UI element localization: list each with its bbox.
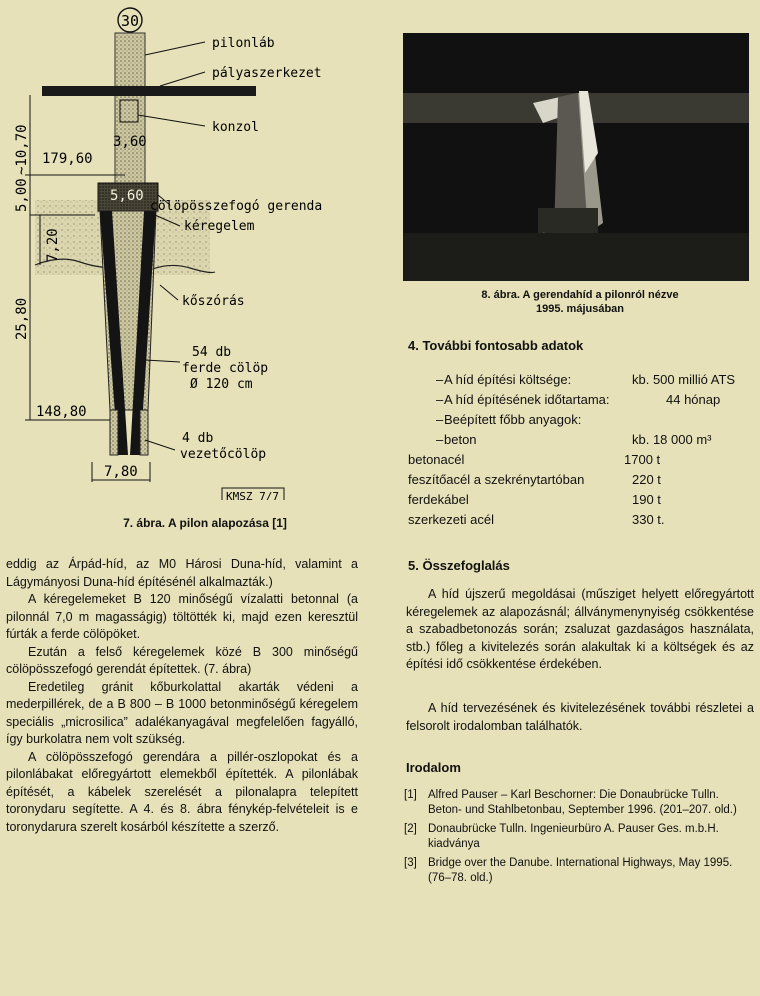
row-label: Beépített főbb anyagok: xyxy=(444,412,582,427)
dim-560: 5,60 xyxy=(110,188,144,204)
figure-7-caption: 7. ábra. A pilon alapozása [1] xyxy=(123,516,287,530)
leader-pilonlab xyxy=(145,42,205,55)
reference-number: [1] xyxy=(404,789,417,801)
dim-17960: 179,60 xyxy=(42,151,93,167)
row-value: 220 t xyxy=(632,472,661,487)
reference-number: [3] xyxy=(404,857,417,869)
label-keregelem: kéregelem xyxy=(184,219,255,234)
row-label: szerkezeti acél xyxy=(408,512,494,527)
data-row xyxy=(408,370,758,390)
figure-8-caption-line2: 1995. májusában xyxy=(535,303,625,315)
row-value: kb. 500 millió ATS xyxy=(632,372,736,387)
row-label: beton xyxy=(444,432,477,447)
label-pilonlab: pilonláb xyxy=(212,36,275,51)
figure-8-caption-line1: 8. ábra. A gerendahíd a pilonról nézve xyxy=(481,289,679,301)
guide-pile-2 xyxy=(140,410,148,455)
guide-pile-1 xyxy=(110,410,118,455)
leader-vezeto xyxy=(145,440,175,450)
section-5-paragraph-2: A híd tervezésének és kivitelezésének további részletei a felsorolt irodalomban találhatók. xyxy=(406,701,754,733)
label-ferde-2: ferde cölöp xyxy=(182,361,269,376)
dim-14880: 148,80 xyxy=(36,404,87,420)
data-row xyxy=(408,490,758,510)
row-value: 44 hónap xyxy=(666,392,721,407)
row-label: feszítőacél a szekrénytartóban xyxy=(408,472,585,487)
label-colop-gerenda: cölöpösszefogó gerenda xyxy=(150,199,323,214)
data-row xyxy=(408,430,758,450)
dim-1070: ~10,70 xyxy=(14,124,30,175)
label-konzol: konzol xyxy=(212,120,259,135)
left-paragraph-2: Ezután a felső kéregelemek közé B 300 minőségű cölöpösszefogó gerendát építettek. (7. ábra) xyxy=(6,644,358,676)
data-row xyxy=(408,410,758,430)
label-vezeto-2: vezetőcölöp xyxy=(180,447,267,462)
row-value: 330 t. xyxy=(632,512,665,527)
data-table xyxy=(408,370,758,530)
left-paragraph-0: eddig az Árpád-híd, az M0 Hárosi Duna-híd, valamint a Lágymányosi Duna-híd építésénél alkalmazták.) xyxy=(6,557,358,589)
label-ferde-1: 54 db xyxy=(192,345,232,360)
left-paragraph-4: A cölöpösszefogó gerendára a pillér-oszlopokat és a pilonlábakat előregyártott elemekből építették. A pilonlábak építését, a kábelek szerelését a pilonalapra telepített toronydaru segítette. A 4. és 8. ábra fénykép-felvételeit is e toronydarura szerelt kosárból készítette a szerző. xyxy=(6,749,358,834)
label-vezeto-1: 4 db xyxy=(182,431,214,446)
row-label: ferdekábel xyxy=(408,492,469,507)
section-5-paragraph-1: A híd újszerű megoldásai (műsziget helyett előregyártott kéregelemek az alapozásnál; állványmenynyiség csökkentése a szabadbetonozás során; zsaluzat gazdaságos használata, stb.) főleg a kivitelezés során alakultak ki a költségek és az építési idő csökkentése érdekében. xyxy=(406,587,754,671)
pylon-foundation-svg xyxy=(0,0,390,500)
reference-item xyxy=(404,856,754,885)
label-ferde-3: Ø 120 cm xyxy=(190,377,253,392)
figure-7-drawing xyxy=(0,0,390,500)
label-palyaszerkezet: pályaszerkezet xyxy=(212,66,322,81)
row-dash: – xyxy=(436,372,444,387)
leader-koszoras xyxy=(160,285,178,300)
row-dash: – xyxy=(436,412,444,427)
section-4-title: 4. További fontosabb adatok xyxy=(408,338,584,353)
left-paragraph-1: A kéregelemeket B 120 minőségű vízalatti betonnal (a pilonnál 7,0 m magasságig) töltötték ki, majd ezen keresztül fúrták a ferde cölöpöket. xyxy=(6,592,358,641)
row-label: betonacél xyxy=(408,452,465,467)
row-label: A híd építési költsége: xyxy=(444,372,572,387)
data-row xyxy=(408,510,758,530)
dim-360: 3,60 xyxy=(113,134,147,150)
data-row xyxy=(408,390,758,410)
references-title: Irodalom xyxy=(406,760,461,775)
reference-item xyxy=(404,822,754,851)
label-koszoras: kőszórás xyxy=(182,294,245,309)
dim-720: 7,20 xyxy=(45,228,61,262)
stamp-text: KMSZ 7/7 xyxy=(226,490,279,500)
reference-text: Alfred Pauser – Karl Beschorner: Die Donaubrücke Tulln. Beton- und Stahlbetonbau, September 1996. (201–207. old.) xyxy=(428,789,737,816)
row-label: A híd építésének időtartama: xyxy=(444,392,610,407)
dim-780: 7,80 xyxy=(104,464,138,480)
row-dash: – xyxy=(436,392,444,407)
row-value: kb. 18 000 m³ xyxy=(632,432,712,447)
left-paragraph-3: Eredetileg gránit kőburkolattal akarták védeni a mederpillérek, de a B 800 – B 1000 betonminőségű kéregelem speciális „microsilica” adalékanyagával megfelelően fagyálló, így burkolatra nem volt szükség. xyxy=(6,679,358,746)
dim-500: 5,00 xyxy=(14,178,30,212)
reference-number: [2] xyxy=(404,823,417,835)
dim-2580: 25,80 xyxy=(14,297,30,340)
leader-palyaszerkezet xyxy=(160,72,205,86)
reference-item xyxy=(404,788,754,817)
references-list xyxy=(404,788,754,890)
figure-8-caption xyxy=(430,288,730,316)
data-row xyxy=(408,450,758,470)
row-value: 190 t xyxy=(632,492,661,507)
row-dash: – xyxy=(436,432,444,447)
data-row xyxy=(408,470,758,490)
row-value: 1700 t xyxy=(624,452,661,467)
section-5-title: 5. Összefoglalás xyxy=(408,558,510,573)
figure-8-photo xyxy=(403,33,749,281)
figure-number: 30 xyxy=(120,12,140,30)
reference-text: Donaubrücke Tulln. Ingenieurbüro A. Pauser Ges. m.b.H. kiadványa xyxy=(428,823,719,850)
left-column-text xyxy=(6,556,358,836)
leader-konzol xyxy=(138,115,205,126)
reference-text: Bridge over the Danube. International Highways, May 1995. (76–78. old.) xyxy=(428,857,733,884)
bridge-deck xyxy=(42,86,256,96)
bridge-photo-svg xyxy=(403,33,749,281)
